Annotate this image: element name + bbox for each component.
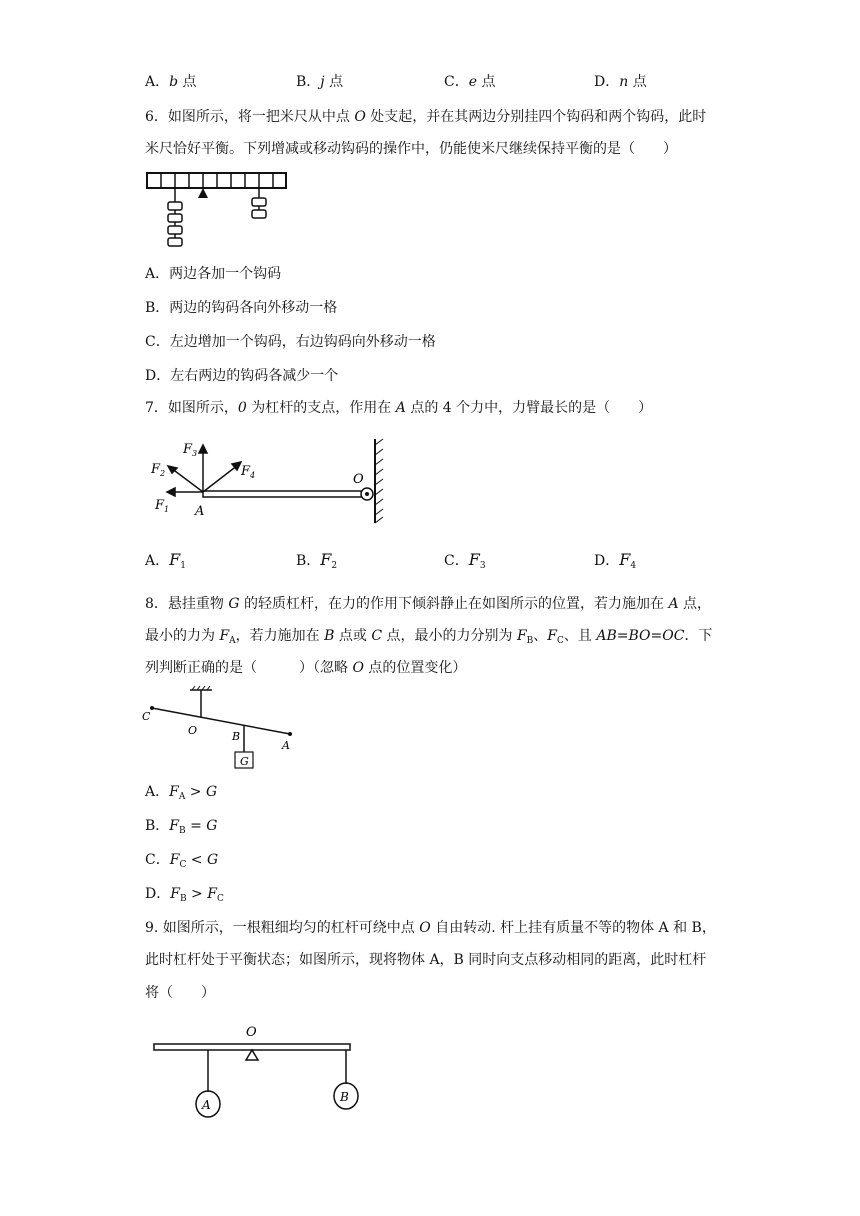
option-var: b — [169, 74, 179, 90]
option-sym: F — [320, 550, 332, 569]
text: 点，最小的力分别为 — [382, 628, 517, 644]
option-text: 点 — [628, 74, 647, 90]
q9-stem-line3: 将（ ） — [145, 985, 215, 1001]
svg-text:F1 — [154, 498, 169, 514]
text: 9. 如图所示，一根粗细均匀的杠杆可绕中点 — [145, 920, 420, 936]
option-text: 点 — [178, 74, 197, 90]
q5-option-d[interactable] — [594, 72, 647, 92]
var: G — [206, 852, 219, 868]
q7-option-b[interactable] — [296, 550, 337, 576]
option-label: A． — [145, 74, 170, 90]
q5-option-a[interactable] — [145, 72, 197, 92]
text: 点的 4 个力中，力臂最长的是（ ） — [405, 400, 653, 416]
sub: A — [178, 792, 186, 802]
label-f4-sub: 4 — [250, 471, 256, 480]
sub: B — [179, 894, 187, 904]
text: 、 — [533, 628, 548, 644]
q8-option-c[interactable] — [145, 850, 218, 875]
option-label: D． — [594, 74, 620, 90]
text: 列判断正确的是（ ）（忽略 — [145, 660, 353, 676]
q8-tilted-lever-figure — [140, 686, 300, 772]
text: 处支起，并在其两边分别挂四个钩码和两个钩码，此时 — [365, 109, 707, 125]
sub: C — [557, 636, 564, 646]
label-a: A — [282, 739, 290, 752]
label-o: O — [246, 1025, 257, 1040]
text: 、且 — [563, 628, 597, 644]
label-c: C — [142, 710, 151, 723]
option-label: C． — [145, 852, 170, 868]
option-label: C． — [444, 553, 469, 569]
text: 8．悬挂重物 — [145, 596, 229, 612]
var: C — [371, 628, 383, 644]
var: F — [170, 886, 180, 902]
text: 点的位置变化） — [363, 660, 467, 676]
label-f3: F — [183, 442, 193, 457]
label-f1: F — [155, 498, 165, 513]
q6-meter-stick-figure — [145, 170, 290, 252]
svg-text:F4 — [240, 464, 255, 480]
var: O — [352, 660, 364, 676]
q8-option-a[interactable] — [145, 782, 217, 807]
q7-lever-forces-figure — [145, 435, 385, 525]
option-label: B． — [296, 74, 321, 90]
option-label: A． — [145, 553, 170, 569]
option-var: j — [320, 74, 325, 90]
text: 最小的力为 — [145, 628, 220, 644]
text: ．下 — [684, 628, 713, 644]
option-sub: 3 — [479, 561, 486, 571]
sub: B — [526, 636, 534, 646]
option-label: A． — [145, 784, 170, 800]
text: ，若力施加在 — [235, 628, 325, 644]
option-label: B． — [296, 553, 321, 569]
q6-option-d[interactable]: D．左右两边的钩码各减少一个 — [145, 368, 339, 384]
label-o: O — [188, 724, 198, 737]
q7-option-a[interactable] — [145, 550, 186, 576]
var: F — [207, 886, 217, 902]
option-var: n — [619, 74, 629, 90]
var: O — [354, 109, 366, 125]
var: F — [516, 628, 527, 644]
label-a: A — [195, 504, 205, 519]
q6-stem-line1 — [145, 107, 706, 127]
label-f2: F — [151, 462, 161, 477]
label-o: O — [353, 472, 364, 487]
option-sub: 2 — [331, 561, 338, 571]
var: A — [395, 400, 406, 416]
q7-stem — [145, 398, 652, 418]
var: A — [668, 596, 679, 612]
option-label: B． — [145, 818, 170, 834]
text: 的轻质杠杆，在力的作用下倾斜静止在如图所示的位置，若力施加在 — [239, 596, 669, 612]
option-text: 点 — [324, 74, 344, 90]
var: 0 — [237, 400, 247, 416]
text: 7．如图所示， — [145, 400, 238, 416]
option-label: D． — [145, 886, 171, 902]
label-b: B — [340, 1090, 349, 1104]
text: 点， — [678, 596, 712, 612]
label-f1-sub: 1 — [164, 505, 170, 514]
var: B — [324, 628, 335, 644]
option-sym: F — [619, 550, 631, 569]
sub: C — [216, 894, 224, 904]
var: F — [219, 628, 230, 644]
q8-option-b[interactable] — [145, 816, 217, 841]
var: AB=BO=OC — [596, 628, 685, 644]
option-sym: F — [468, 550, 480, 569]
svg-text:F2 — [150, 462, 165, 478]
label-b: B — [232, 730, 241, 743]
var: F — [169, 784, 179, 800]
var: F — [547, 628, 558, 644]
var: F — [169, 818, 180, 834]
label-f3-sub: 3 — [192, 449, 198, 458]
text: 6．如图所示，将一把米尺从中点 — [145, 109, 355, 125]
q8-stem-line3 — [145, 658, 466, 678]
q9-stem-line1 — [145, 918, 716, 938]
relation: < — [186, 852, 207, 868]
var: G — [206, 818, 218, 834]
var: F — [169, 852, 180, 868]
option-sub: 1 — [180, 561, 186, 571]
relation: > — [185, 784, 206, 800]
relation: = — [185, 818, 207, 834]
var: O — [419, 920, 431, 936]
option-text: 点 — [477, 74, 496, 90]
q8-stem-line1 — [145, 594, 711, 614]
option-sym: F — [169, 550, 181, 569]
sub: B — [179, 826, 186, 836]
relation: > — [186, 886, 208, 902]
label-f2-sub: 2 — [160, 469, 166, 478]
q6-option-b[interactable]: B．两边的钩码各向外移动一格 — [145, 300, 338, 316]
option-sub: 4 — [630, 561, 637, 571]
label-f4: F — [241, 464, 251, 479]
sub: C — [179, 860, 187, 870]
q5-option-c[interactable] — [444, 72, 495, 92]
q5-option-b[interactable] — [296, 72, 343, 92]
text: 点或 — [334, 628, 372, 644]
q7-option-c[interactable] — [444, 550, 486, 576]
q8-stem-line2 — [145, 626, 712, 651]
svg-text:F3 — [182, 442, 197, 458]
q6-option-a[interactable]: A．两边各加一个钩码 — [145, 266, 282, 282]
q9-stem-line2: 此时杠杆处于平衡状态；如图所示，现将物体 A，B 同时向支点移动相同的距离，此时杠杆 — [145, 952, 707, 968]
label-g: G — [240, 755, 249, 768]
q9-balance-lever-figure — [150, 1022, 360, 1122]
option-label: D． — [594, 553, 620, 569]
label-a: A — [202, 1098, 211, 1112]
option-var: e — [468, 74, 478, 90]
q6-option-c[interactable]: C．左边增加一个钩码，右边钩码向外移动一格 — [145, 334, 436, 350]
text: 为杠杆的支点，作用在 — [246, 400, 396, 416]
text: 自由转动. 杆上挂有质量不等的物体 A 和 B， — [430, 920, 716, 936]
q8-option-d[interactable] — [145, 884, 224, 909]
var: G — [228, 596, 240, 612]
q7-option-d[interactable] — [594, 550, 636, 576]
sub: A — [229, 636, 236, 646]
q6-stem-line2: 米尺恰好平衡。下列增减或移动钩码的操作中，仍能使米尺继续保持平衡的是（ ） — [145, 141, 677, 157]
var: G — [205, 784, 218, 800]
option-label: C． — [444, 74, 469, 90]
